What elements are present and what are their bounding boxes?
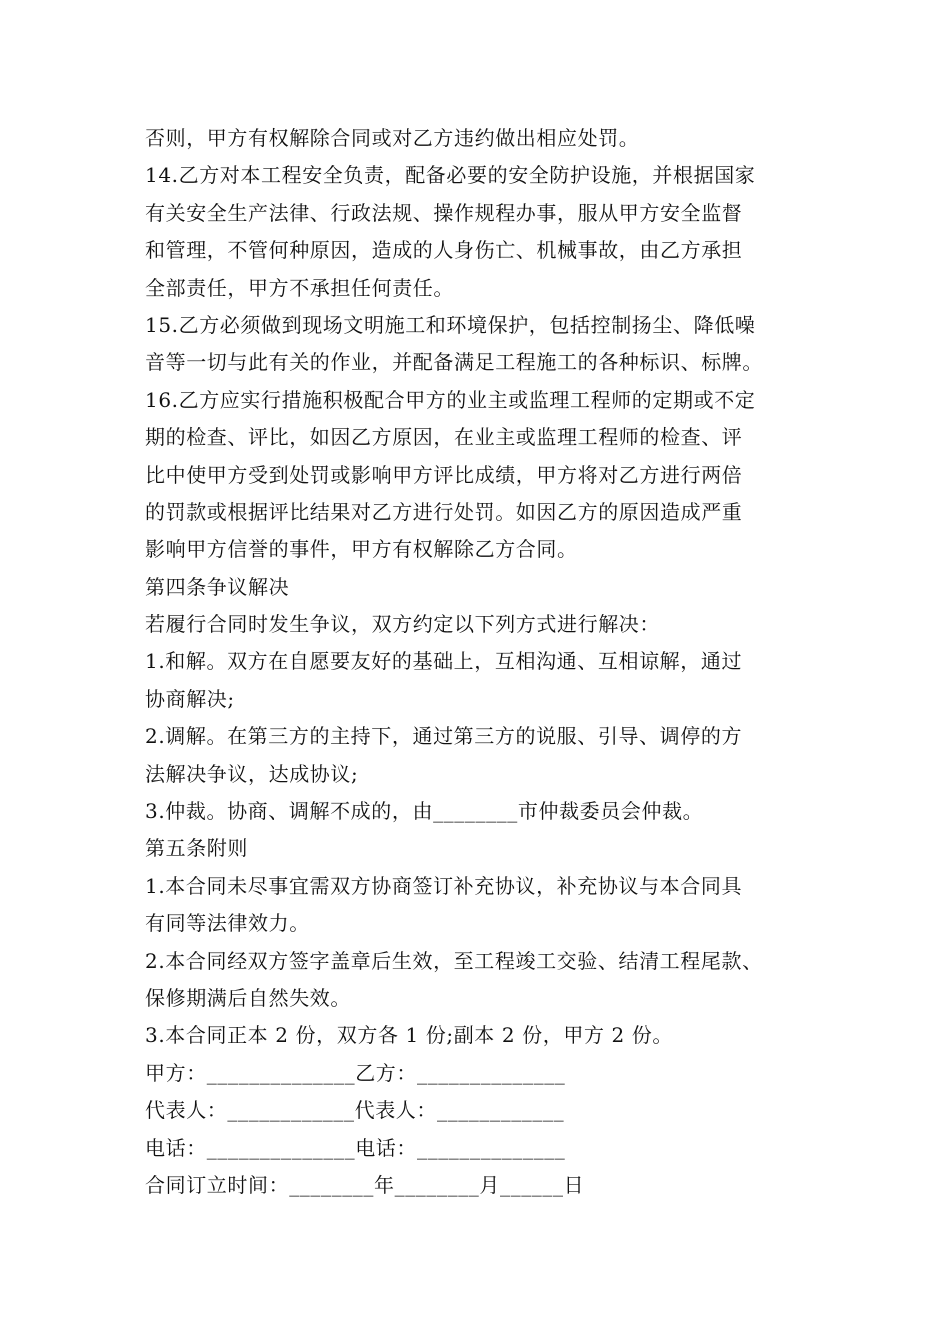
text-line: 的罚款或根据评比结果对乙方进行处罚。如因乙方的原因造成严重 [145,499,743,524]
phone-line: 电话：______________电话：______________ [145,1135,566,1160]
text-line: 影响甲方信誉的事件，甲方有权解除乙方合同。 [145,537,578,562]
text-line: 若履行合同时发生争议，双方约定以下列方式进行解决： [145,612,660,637]
clause-14-line: 14.乙方对本工程安全负责，配备必要的安全防护设施，并根据国家 [145,163,756,188]
item-settlement-line: 1.和解。双方在自愿要友好的基础上，互相沟通、互相谅解，通过 [145,649,743,674]
representative-signature-line: 代表人：____________代表人：____________ [145,1098,565,1123]
text-line: 否则，甲方有权解除合同或对乙方违约做出相应处罚。 [145,126,640,150]
clause-16-line: 16.乙方应实行措施积极配合甲方的业主或监理工程师的定期或不定 [145,387,756,412]
text-line: 期的检查、评比，如因乙方原因，在业主或监理工程师的检查、评 [145,425,743,450]
contract-date-line: 合同订立时间：________年________月______日 [145,1172,585,1197]
text-line: 协商解决; [145,686,235,711]
clause-15-line: 15.乙方必须做到现场文明施工和环境保护，包括控制扬尘、降低噪 [145,312,756,337]
text-line: 法解决争议，达成协议; [145,761,359,786]
item-mediation-line: 2.调解。在第三方的主持下，通过第三方的说服、引导、调停的方 [145,724,743,749]
party-signature-line: 甲方：______________乙方：______________ [145,1060,566,1085]
contract-page [145,120,845,1204]
text-line: 有关安全生产法律、行政法规、操作规程办事，服从甲方安全监督 [145,200,743,225]
section-heading-dispute: 第四条争议解决 [145,574,290,599]
text-line: 音等一切与此有关的作业，并配备满足工程施工的各种标识、标牌。 [145,350,763,375]
text-line: 比中使甲方受到处罚或影响甲方评比成绩，甲方将对乙方进行两倍 [145,462,743,487]
appendix-item-3-line: 3.本合同正本 2 份，双方各 1 份;副本 2 份，甲方 2 份。 [145,1023,673,1048]
item-arbitration-line: 3.仲裁。协商、调解不成的，由________市仲裁委员会仲裁。 [145,799,704,824]
text-line: 保修期满后自然失效。 [145,985,351,1010]
text-line: 全部责任，甲方不承担任何责任。 [145,275,454,300]
text-line: 和管理，不管何种原因，造成的人身伤亡、机械事故，由乙方承担 [145,238,743,263]
appendix-item-2-line: 2.本合同经双方签字盖章后生效，至工程竣工交验、结清工程尾款、 [145,948,763,973]
text-line: 有同等法律效力。 [145,911,310,936]
appendix-item-1-line: 1.本合同未尽事宜需双方协商签订补充协议，补充协议与本合同具 [145,873,743,898]
section-heading-appendix: 第五条附则 [145,836,248,861]
